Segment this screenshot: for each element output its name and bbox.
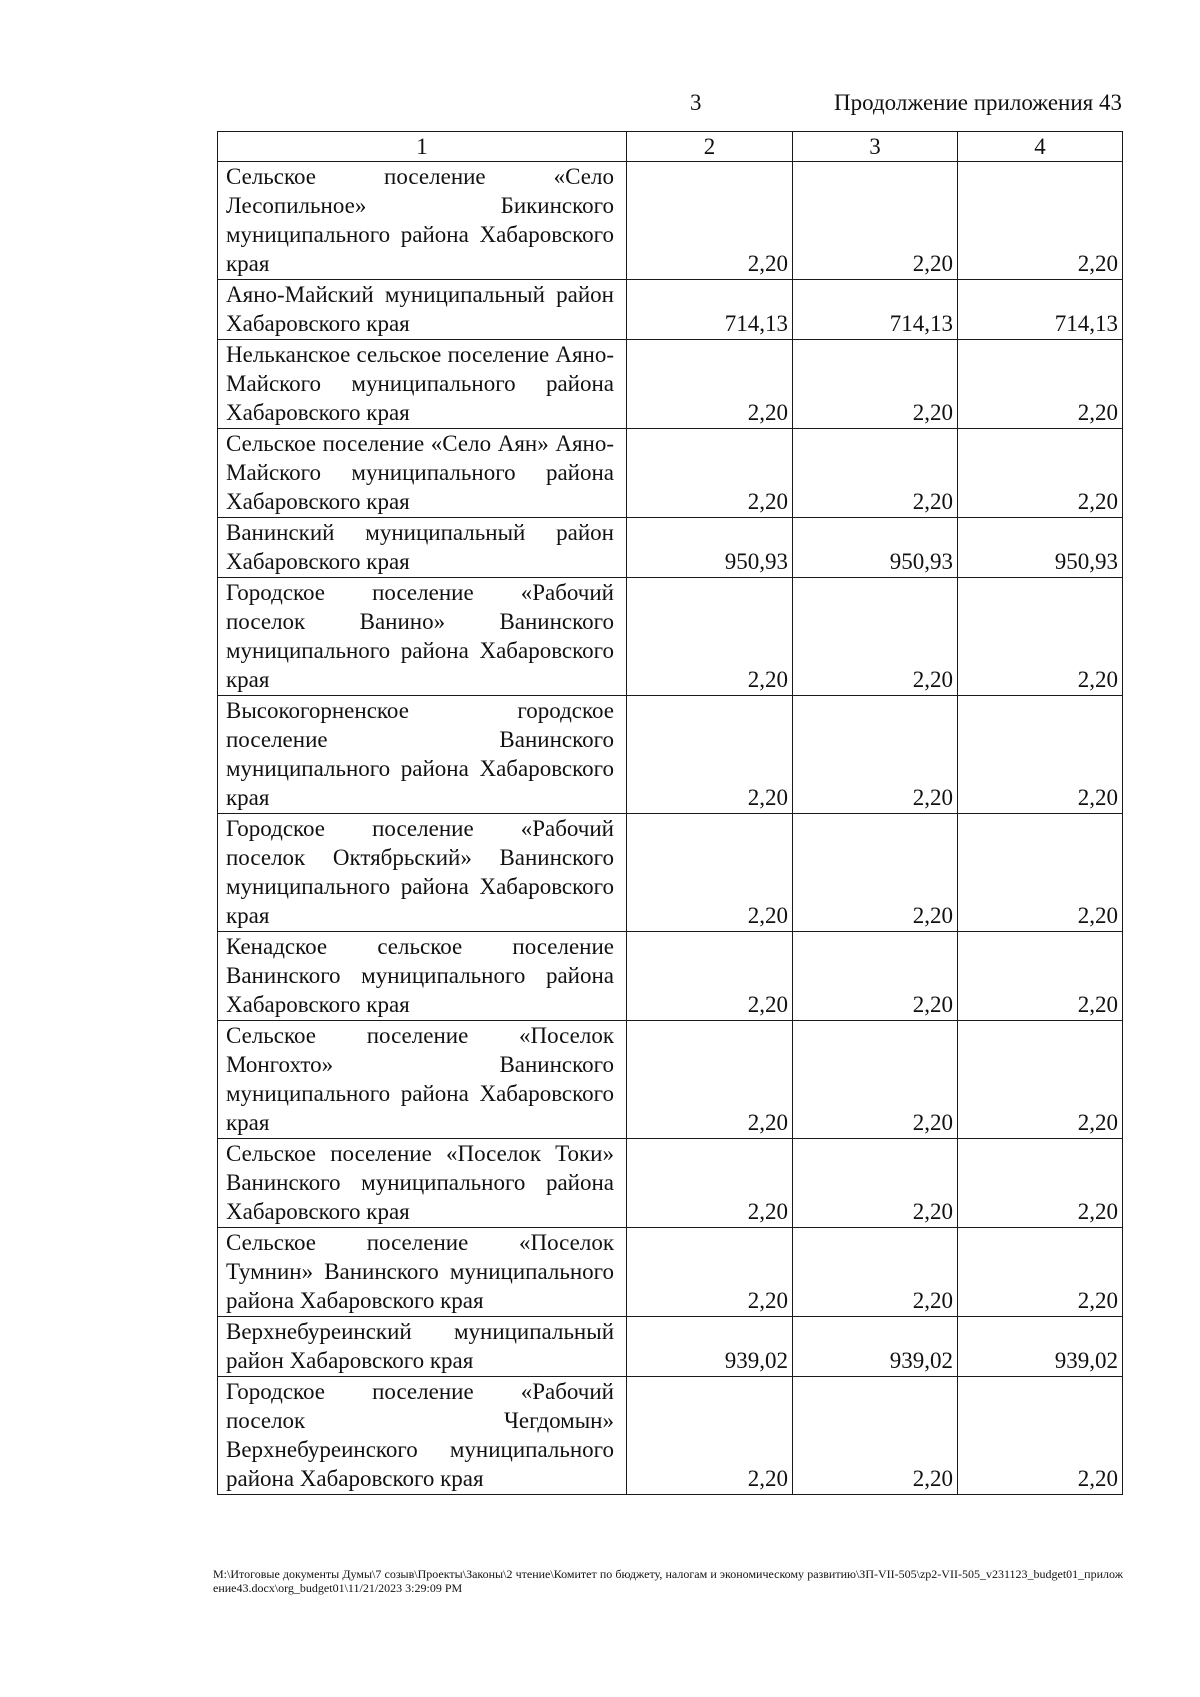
municipality-name-cell: Верхнебуреинский муниципальный район Хабаровского края	[218, 1317, 627, 1377]
table-row	[218, 1377, 1123, 1495]
value-col3-cell: 2,20	[793, 696, 958, 814]
table-row	[218, 518, 1123, 578]
column-header-3: 3	[793, 132, 958, 162]
appendix-continuation-heading: Продолжение приложения 43	[834, 90, 1122, 115]
value-col2-cell: 2,20	[627, 696, 793, 814]
value-col4-cell: 2,20	[958, 1377, 1123, 1495]
value-col3-cell: 2,20	[793, 340, 958, 429]
value-col2-cell: 939,02	[627, 1317, 793, 1377]
value-col4-cell: 714,13	[958, 280, 1123, 340]
value-col3-cell: 2,20	[793, 1139, 958, 1228]
municipality-name-cell: Кенадское сельское поселение Ванинского муниципального района Хабаровского края	[218, 932, 627, 1021]
table-row	[218, 814, 1123, 932]
municipality-name-cell: Высокогорненское городское поселение Ванинского муниципального района Хабаровского края	[218, 696, 627, 814]
value-col2-cell: 2,20	[627, 429, 793, 518]
footer-file-path: М:\Итоговые документы Думы\7 созыв\Проекты\Законы\2 чтение\Комитет по бюджету, налогам и экономическому развитию\ЗП-VII-505\zp2-VII-505_v231123_budget01_приложение43.docx\org_budget01\11/21/2023 3:29:09 PM	[213, 1567, 1123, 1595]
value-col2-cell: 2,20	[627, 932, 793, 1021]
table-body	[218, 162, 1123, 1495]
value-col2-cell: 2,20	[627, 1228, 793, 1317]
value-col4-cell: 2,20	[958, 162, 1123, 280]
table-row	[218, 280, 1123, 340]
value-col3-cell: 2,20	[793, 429, 958, 518]
value-col4-cell: 2,20	[958, 578, 1123, 696]
municipality-name-cell: Аяно-Майский муниципальный район Хабаровского края	[218, 280, 627, 340]
table-row	[218, 578, 1123, 696]
value-col4-cell: 939,02	[958, 1317, 1123, 1377]
value-col3-cell: 2,20	[793, 578, 958, 696]
table-row	[218, 932, 1123, 1021]
value-col4-cell: 2,20	[958, 1139, 1123, 1228]
value-col3-cell: 2,20	[793, 1021, 958, 1139]
value-col2-cell: 714,13	[627, 280, 793, 340]
value-col2-cell: 2,20	[627, 578, 793, 696]
budget-table	[217, 131, 1123, 1495]
municipality-name-cell: Сельское поселение «Поселок Токи» Ванинского муниципального района Хабаровского края	[218, 1139, 627, 1228]
value-col3-cell: 2,20	[793, 1228, 958, 1317]
municipality-name-cell: Городское поселение «Рабочий поселок Октябрьский» Ванинского муниципального района Хабаровского края	[218, 814, 627, 932]
municipality-name-cell: Ванинский муниципальный район Хабаровского края	[218, 518, 627, 578]
value-col3-cell: 950,93	[793, 518, 958, 578]
value-col3-cell: 939,02	[793, 1317, 958, 1377]
page-number: 3	[690, 90, 702, 115]
table-row	[218, 162, 1123, 280]
table-row	[218, 429, 1123, 518]
table-header-row	[218, 132, 1123, 162]
value-col4-cell: 2,20	[958, 932, 1123, 1021]
table-row	[218, 696, 1123, 814]
value-col3-cell: 2,20	[793, 814, 958, 932]
municipality-name-cell: Сельское поселение «Село Аян» Аяно-Майского муниципального района Хабаровского края	[218, 429, 627, 518]
value-col3-cell: 2,20	[793, 932, 958, 1021]
value-col2-cell: 2,20	[627, 340, 793, 429]
municipality-name-cell: Сельское поселение «Поселок Тумнин» Ванинского муниципального района Хабаровского края	[218, 1228, 627, 1317]
value-col2-cell: 2,20	[627, 1377, 793, 1495]
municipality-name-cell: Городское поселение «Рабочий поселок Ванино» Ванинского муниципального района Хабаровского края	[218, 578, 627, 696]
municipality-name-cell: Сельское поселение «Село Лесопильное» Бикинского муниципального района Хабаровского края	[218, 162, 627, 280]
value-col4-cell: 2,20	[958, 429, 1123, 518]
value-col4-cell: 2,20	[958, 1228, 1123, 1317]
value-col4-cell: 2,20	[958, 814, 1123, 932]
municipality-name-cell: Нельканское сельское поселение Аяно-Майского муниципального района Хабаровского края	[218, 340, 627, 429]
municipality-name-cell: Сельское поселение «Поселок Монгохто» Ванинского муниципального района Хабаровского края	[218, 1021, 627, 1139]
value-col2-cell: 2,20	[627, 814, 793, 932]
value-col2-cell: 2,20	[627, 1139, 793, 1228]
value-col4-cell: 2,20	[958, 696, 1123, 814]
value-col2-cell: 2,20	[627, 162, 793, 280]
value-col4-cell: 2,20	[958, 1021, 1123, 1139]
table-row	[218, 1317, 1123, 1377]
table-row	[218, 1139, 1123, 1228]
value-col2-cell: 2,20	[627, 1021, 793, 1139]
column-header-1: 1	[218, 132, 627, 162]
value-col4-cell: 2,20	[958, 340, 1123, 429]
column-header-4: 4	[958, 132, 1123, 162]
column-header-2: 2	[627, 132, 793, 162]
value-col3-cell: 714,13	[793, 280, 958, 340]
value-col3-cell: 2,20	[793, 1377, 958, 1495]
municipality-name-cell: Городское поселение «Рабочий поселок Чегдомын» Верхнебуреинского муниципального района Хабаровского края	[218, 1377, 627, 1495]
value-col2-cell: 950,93	[627, 518, 793, 578]
table-row	[218, 1021, 1123, 1139]
table-row	[218, 340, 1123, 429]
value-col4-cell: 950,93	[958, 518, 1123, 578]
value-col3-cell: 2,20	[793, 162, 958, 280]
table-row	[218, 1228, 1123, 1317]
